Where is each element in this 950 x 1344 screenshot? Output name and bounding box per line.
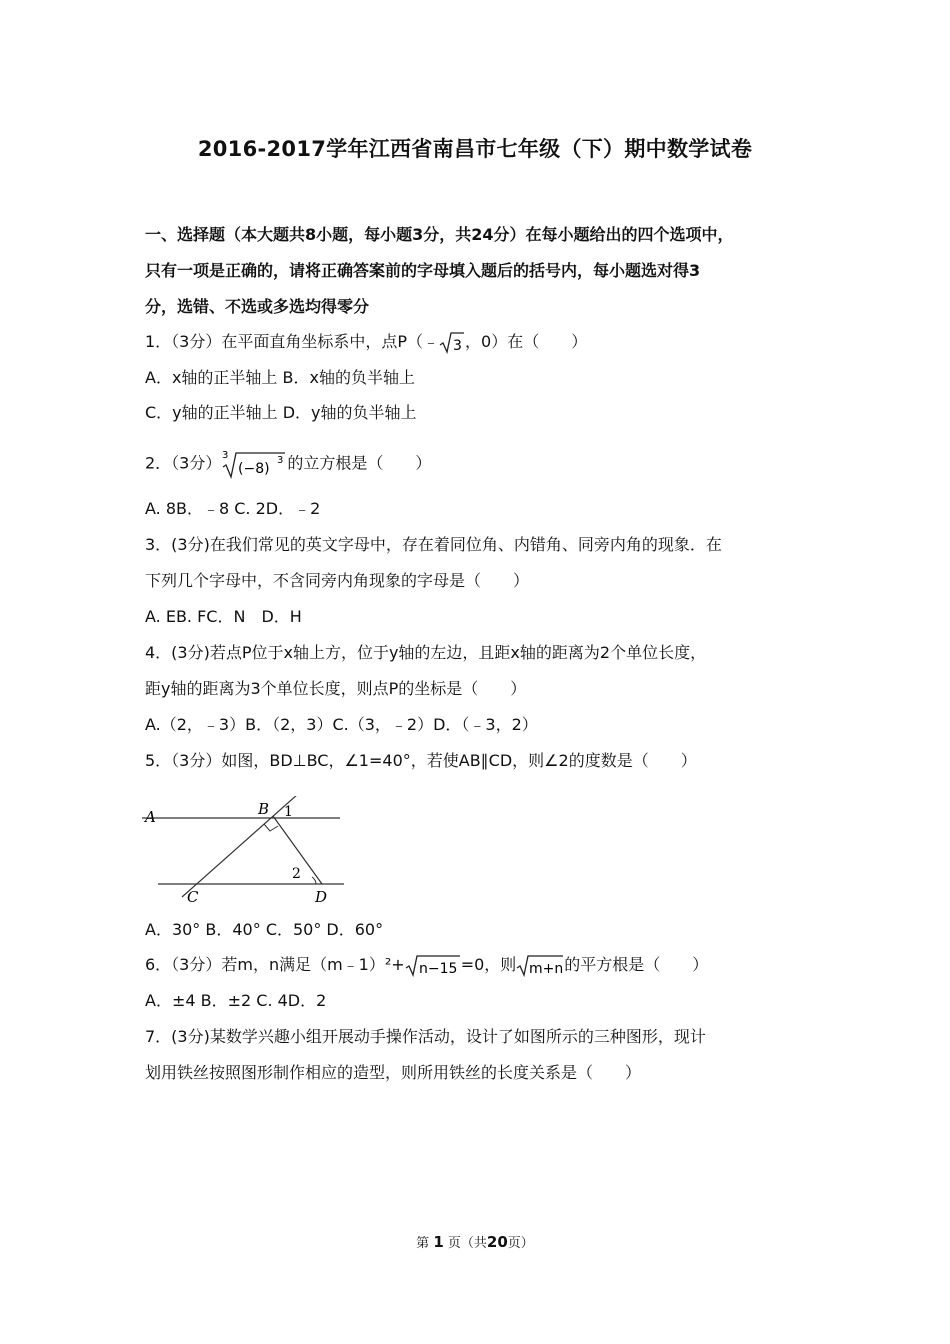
current-page: 1 <box>433 1233 444 1251</box>
radicand-exponent: 3 <box>277 455 284 466</box>
label-a: A <box>145 808 156 826</box>
question-3-line-1: 3．(3分)在我们常见的英文字母中，存在着同位角、内错角、同旁内角的现象．在 <box>145 535 722 554</box>
label-angle-1: 1 <box>284 804 293 820</box>
question-1-options-ab: A．x轴的正半轴上 B．x轴的负半轴上 <box>145 368 415 387</box>
question-4-options: A.（2，﹣3）B．（2，3）C.（3，﹣2）D．（﹣3，2） <box>145 715 538 734</box>
label-c: C <box>187 888 199 906</box>
svg-text:m+n: m+n <box>529 960 564 977</box>
question-2-options: A. 8B．﹣8 C. 2D．﹣2 <box>145 499 321 518</box>
question-6-options: A．±4 B．±2 C. 4D．2 <box>145 991 327 1010</box>
question-2-stem: 2．（3分） 3 (−8) 3 的立方根是（ ） <box>145 450 432 477</box>
question-4-line-2: 距y轴的距离为3个单位长度，则点P的坐标是（ ） <box>145 679 527 698</box>
sqrt-m-plus-n <box>516 954 564 978</box>
question-4-line-1: 4．(3分)若点P位于x轴上方，位于y轴的左边，且距x轴的距离为2个单位长度， <box>145 643 707 662</box>
question-1-stem: 1．（3分）在平面直角坐标系中，点P（﹣ 3 ，0）在（ ） <box>145 332 588 354</box>
geometry-figure <box>140 796 350 912</box>
sqrt-n-minus-15 <box>405 954 461 978</box>
question-1-options-cd: C．y轴的正半轴上 D．y轴的负半轴上 <box>145 403 417 422</box>
label-angle-2: 2 <box>292 866 301 882</box>
root-index: 3 <box>222 450 229 461</box>
section-line-1: 一、选择题（本大题共8小题，每小题3分，共24分）在每小题给出的四个选项中， <box>145 225 734 244</box>
question-7-line-1: 7．(3分)某数学兴趣小组开展动手操作活动，设计了如图所示的三种图形，现计 <box>145 1027 706 1046</box>
question-5-options: A．30° B．40° C．50° D．60° <box>145 920 384 939</box>
svg-text:n−15: n−15 <box>418 960 458 977</box>
label-b: B <box>258 800 270 818</box>
angle-2-arc <box>312 877 316 884</box>
question-7-line-2: 划用铁丝按照图形制作相应的造型，则所用铁丝的长度关系是（ ） <box>145 1063 642 1082</box>
page-title: 2016-2017学年江西省南昌市七年级（下）期中数学试卷 <box>197 137 753 161</box>
question-3-line-2: 下列几个字母中，不含同旁内角现象的字母是（ ） <box>145 571 530 590</box>
total-pages: 20 <box>486 1233 508 1251</box>
sqrt-3-radicand: 3 <box>453 337 462 354</box>
section-line-2: 只有一项是正确的，请将正确答案前的字母填入题后的括号内，每小题选对得3 <box>145 261 701 280</box>
question-6-stem: 6．（3分）若m，n满足（m﹣1）²+ n−15 =0，则 m+n 的平方根是（ ） <box>145 955 709 977</box>
page-footer: 第 1 页（共20页） <box>416 1233 534 1251</box>
question-3-options: A. EB. FC．N D．H <box>145 607 302 626</box>
cube-root-radicand: (−8) <box>238 461 270 477</box>
cube-root-expression <box>221 449 287 479</box>
sqrt-3 <box>439 331 465 355</box>
right-angle-mark <box>264 824 278 831</box>
question-5-stem: 5．（3分）如图，BD⊥BC，∠1=40°，若使AB∥CD，则∠2的度数是（ ） <box>145 751 697 770</box>
section-heading <box>145 217 815 325</box>
label-d: D <box>315 888 328 906</box>
section-line-3: 分，选错、不选或多选均得零分 <box>145 297 370 316</box>
